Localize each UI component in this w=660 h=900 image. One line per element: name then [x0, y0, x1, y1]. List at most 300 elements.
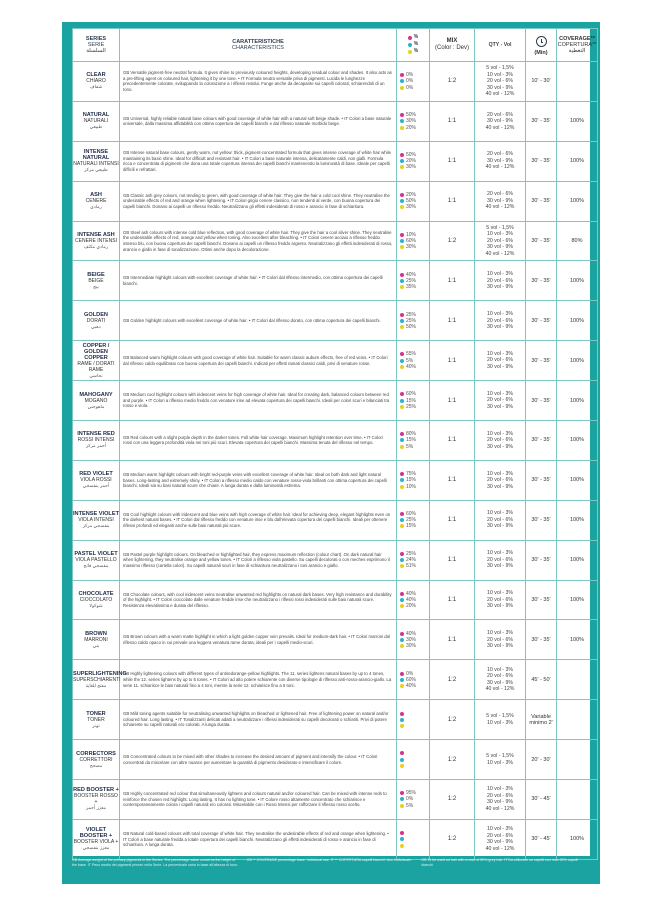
pigment-cell: [397, 221, 430, 261]
series-name: TONER: [86, 710, 106, 717]
developer-volumes: 10 vol - 3% 20 vol - 6% 30 vol - 9%: [475, 341, 526, 381]
mix-ratio: 1:2: [430, 780, 475, 820]
series-description: GB Versatile pigment-free neutral formula. It gives shine to previously coloured heights, developing residual colour and shades. It also acts as a pre-lifting agent on coloured hair, lightening it by one tone. • IT Formula neutra versatile priva di pigmenti. Lucida le lunghezze precedentemente colorate, sviluppando la colorazione a i riflessi residui. Funge anche da decapante sui capelli colorati, schiarendoli di un tono.: [123, 70, 392, 93]
developer-volumes: 5 vol - 1,5% 10 vol - 3%: [475, 700, 526, 740]
cyan-dot-icon: [400, 359, 404, 363]
coverage-value: 100%: [557, 101, 598, 141]
series-name-it: VIOLA PASTELLO: [75, 557, 117, 564]
cyan-percent: 24%: [406, 557, 417, 564]
cyan-dot-icon: [400, 758, 404, 762]
coverage-value: [557, 740, 598, 780]
magenta-percent: 0%: [406, 72, 414, 79]
series-name-it: CENERE: [85, 198, 107, 205]
characteristics-cell: [120, 141, 397, 181]
pigment-cell: [397, 181, 430, 221]
cyan-dot-icon: [400, 678, 404, 682]
pigment-cell: [397, 819, 430, 859]
pigment-cell: [397, 500, 430, 540]
processing-time: 30' - 45': [526, 819, 557, 859]
table-row: [73, 460, 598, 500]
series-name-ar: رمادي مكثف: [83, 244, 109, 249]
table-row: [73, 381, 598, 421]
cyan-dot-icon: [400, 199, 404, 203]
cyan-dot-icon: [400, 598, 404, 602]
series-cell: [73, 261, 120, 301]
series-name-ar: بنفسجي فاتح: [83, 563, 109, 569]
mix-ratio: 1:1: [430, 460, 475, 500]
table-row: [73, 62, 598, 102]
table-row: [73, 540, 598, 580]
magenta-percent: 10%: [406, 231, 417, 238]
pigment-cell: [397, 261, 430, 301]
processing-time: 30' - 35': [526, 101, 557, 141]
yellow-dot-icon: [400, 684, 404, 688]
table-row: [73, 421, 598, 461]
characteristics-cell: [120, 221, 397, 261]
series-name: VIOLET BOOSTER +: [79, 827, 113, 840]
pigment-cell: [397, 740, 430, 780]
coverage-value: 100%: [557, 381, 598, 421]
magenta-percent: 40%: [406, 630, 417, 637]
series-name-ar: نحاسي: [89, 372, 103, 378]
processing-time: 30' - 35': [526, 540, 557, 580]
yellow-percent: 20%: [406, 124, 417, 131]
magenta-percent: 55%: [406, 351, 417, 358]
table-row: [73, 780, 598, 820]
cyan-dot-icon: [400, 518, 404, 522]
processing-time: 30' - 35': [526, 580, 557, 620]
processing-time: 20' - 30': [526, 740, 557, 780]
pigment-cell: [397, 301, 430, 341]
yellow-dot-icon: [400, 764, 404, 768]
cyan-percent: 50%: [406, 198, 417, 205]
series-description: GB Mild toning agents suitable for neutralising unwanted highlights on bleached or lightened hair. Free of lightening power on natural and/or coloured hair. Long lasting. • IT Tonalizzanti delicati adatti a neutralizzare i riflessi indesiderati su capelli decolorati o schiariti. Privi di potere schiarente su capelli naturali e/o colorati. A lunga durata.: [123, 711, 389, 728]
yellow-dot-icon: [400, 485, 404, 489]
series-cell: [73, 341, 120, 381]
developer-volumes: 10 vol - 3% 20 vol - 6% 30 vol - 9%: [475, 580, 526, 620]
cyan-dot-icon: [400, 837, 404, 841]
table-row: [73, 341, 598, 381]
mix-ratio: 1:1: [430, 341, 475, 381]
series-name-it: VIOLA ROSSI: [80, 477, 112, 484]
cyan-dot-icon: [400, 159, 404, 163]
series-name: BEIGE: [87, 271, 105, 278]
cyan-dot-icon: [400, 718, 404, 722]
header-time: (Min): [526, 29, 557, 62]
yellow-percent: 30%: [406, 244, 417, 251]
mix-ratio: 1:2: [430, 740, 475, 780]
series-name-it: VIOLA INTENSI: [78, 517, 114, 524]
series-cell: [73, 660, 127, 700]
series-cell: [73, 181, 120, 221]
series-name-it: CHIARO: [86, 78, 106, 85]
series-description: GB Balanced warm highlight colours with good coverage of white hair. Suitable for warm classic auburn effects, free of red veins. • IT Colori dal riflesso caldo equilibrato con buona copertura dei capelli bianchi. Indicati per effetti ramati classici caldi, privi di venature rosse.: [123, 355, 388, 366]
cyan-percent: 30%: [406, 118, 417, 125]
magenta-dot-icon: [400, 392, 404, 396]
yellow-percent: 40%: [406, 363, 417, 370]
mix-ratio: 1:1: [430, 580, 475, 620]
coverage-value: 100%: [557, 500, 598, 540]
yellow-dot-icon: [400, 86, 404, 90]
magenta-percent: 20%: [406, 191, 417, 198]
magenta-dot-icon: [400, 352, 404, 356]
developer-volumes: 5 vol - 1,5% 10 vol - 3% 20 vol - 6% 30 vol - 9% 40 vol - 12%: [475, 221, 526, 261]
developer-volumes: 10 vol - 3% 20 vol - 6% 30 vol - 9%: [475, 460, 526, 500]
series-name: INTENSE VIOLET: [73, 511, 119, 518]
mix-ratio: 1:1: [430, 620, 475, 660]
characteristics-cell: [120, 620, 397, 660]
magenta-dot-icon: [400, 791, 404, 795]
pigment-cell: [397, 141, 430, 181]
yellow-dot-icon: [400, 165, 404, 169]
yellow-dot-icon: [400, 325, 404, 329]
coverage-value: 100%: [557, 181, 598, 221]
header-pigment-percent: % % %: [397, 29, 430, 62]
pigment-cell: [397, 62, 430, 102]
series-cell: [73, 101, 120, 141]
yellow-dot-icon: [400, 126, 404, 130]
table-row: [73, 101, 598, 141]
mix-ratio: 1:2: [430, 62, 475, 102]
magenta-dot-icon: [400, 233, 404, 237]
cyan-percent: 15%: [406, 477, 417, 484]
series-name-ar: شفاف: [89, 84, 103, 90]
yellow-dot-icon: [400, 564, 404, 568]
magenta-dot-icon: [400, 632, 404, 636]
magenta-dot-icon: [400, 712, 404, 716]
mix-ratio: 1:2: [430, 660, 475, 700]
pigment-cell: [397, 780, 430, 820]
header-series: SERIES SERIE السلسلة: [73, 29, 120, 62]
series-name-ar: بيج: [93, 283, 99, 289]
cyan-dot-icon: [400, 399, 404, 403]
characteristics-cell: [120, 500, 397, 540]
cyan-percent: 20%: [406, 158, 417, 165]
characteristics-cell: [120, 700, 397, 740]
table-row: [73, 141, 598, 181]
cyan-percent: 60%: [406, 238, 417, 244]
series-name-ar: تونر: [92, 722, 100, 728]
table-row: [73, 181, 598, 221]
developer-volumes: 10 vol - 3% 20 vol - 6% 30 vol - 9%: [475, 540, 526, 580]
magenta-dot-icon: [400, 313, 404, 317]
pigment-cell: [397, 101, 430, 141]
developer-volumes: 10 vol - 3% 20 vol - 6% 30 vol - 9%: [475, 500, 526, 540]
table-row: [73, 221, 598, 261]
series-name-it: NATURALI: [83, 118, 109, 125]
characteristics-cell: [120, 780, 397, 820]
processing-time: Variable minimo 2': [526, 700, 557, 740]
cyan-dot-icon: [400, 119, 404, 123]
yellow-dot-icon: [400, 844, 404, 848]
series-name-ar: مفتح للغاية: [85, 682, 107, 688]
series-name-ar: ذهبي: [91, 323, 101, 329]
magenta-percent: 60%: [406, 391, 417, 398]
footnote-pigments: GB Average weight of the primary pigments in the Series. The percentage value concerns the height of the base. IT Peso medio dei pigmenti primari nella Serie. La percentuale varia in base all'altezza di tono.: [72, 858, 238, 867]
characteristics-cell: [120, 62, 397, 102]
cyan-dot-icon: [400, 438, 404, 442]
characteristics-cell: [120, 421, 397, 461]
magenta-percent: 75%: [406, 471, 417, 478]
coverage-value: 80%: [557, 221, 598, 261]
table-row: [73, 819, 598, 859]
characteristics-cell: [120, 460, 397, 500]
series-name-it: BOOSTER VIOLA +: [73, 839, 119, 846]
characteristics-cell: [120, 740, 397, 780]
yellow-percent: 30%: [406, 643, 417, 650]
series-cell: [73, 301, 120, 341]
series-description: GB Intense natural base colours, gently warm, not yellow: thick, pigment-concentrated formula that gives intense coverage of white hair while maintaining its basic shine. Ideal for difficult and resistant hair. • IT Colori a base naturale intensa, delicatamente caldi, non gialli. Formula ricca e concentrata di pigmenti che dona una totale copertura intensa dei capelli bianchi mantenendo la luminosità di base. Ideale per capelli difficili e refrattari.: [123, 150, 391, 172]
series-name-ar: أحمر مركز: [85, 443, 107, 449]
series-name-ar: معزز أحمر: [85, 805, 106, 811]
header-characteristics: CARATTERISTICHE CHARACTERISTICS: [120, 29, 397, 62]
mix-ratio: 1:1: [430, 500, 475, 540]
magenta-percent: 25%: [406, 311, 417, 318]
series-description: GB Cool highlight colours with iridescent and blue veins with high coverage of white hair. Ideal for achieving deep, elegant highlights even on the darkest natural bases. • IT Colori dal riflesso freddo con venature irise e blu dall'elevata copertura dei capelli bianchi. Ideali per ottenere riflessi profondi ed eleganti anche sulle basi naturali più scure.: [123, 511, 391, 529]
cyan-dot-icon: [400, 79, 404, 83]
characteristics-cell: [120, 540, 397, 580]
yellow-dot-icon: [400, 804, 404, 808]
header-coverage: COVERAGE** COPERTURA** التغطية: [557, 29, 598, 62]
series-name: RED VIOLET: [79, 471, 113, 478]
series-name: MAHOGANY: [79, 391, 113, 398]
processing-time: 10' - 30': [526, 62, 557, 102]
series-description: GB Intermediate highlight colours with excellent coverage of white hair. • IT Colori dal riflesso intermedio, con ottima copertura dei capelli bianchi.: [123, 275, 383, 286]
characteristics-cell: [120, 261, 397, 301]
series-name-it: BOOSTER ROSSO +: [74, 793, 118, 806]
cyan-percent: 25%: [406, 277, 417, 284]
series-name: CHOCOLATE: [78, 591, 114, 598]
magenta-dot-icon: [400, 512, 404, 516]
cyan-percent: 0%: [406, 796, 414, 803]
yellow-dot-icon: [400, 285, 404, 289]
pigment-cell: [397, 341, 430, 381]
clock-icon: [536, 36, 547, 47]
coverage-value: 100%: [557, 341, 598, 381]
series-name-it: ROSSI INTENSI: [77, 437, 115, 444]
pigment-cell: [397, 700, 430, 740]
header-mix: MIX (Color : Dev): [430, 29, 475, 62]
developer-volumes: 20 vol - 6% 30 vol - 9% 40 vol - 12%: [475, 181, 526, 221]
series-description: GB Highly lightening colours with different types of antiredorange-yellow highlights. The 11. series lightens natural bases by up to 4 tones, while the 12. series lightens by up to 5 tones. • IT Colori ad alto potere schiarente con diverse tipologie di riflesso anti-rosso-arancio-giallo. La serie 11. schiarisce le basi naturali fino a 4 toni, mentre la serie 12. schiarisce fino a 5 toni.: [123, 671, 392, 688]
yellow-dot-icon: [400, 604, 404, 608]
processing-time: 30' - 35': [526, 500, 557, 540]
coverage-value: [557, 700, 598, 740]
yellow-percent: 0%: [406, 84, 414, 91]
coverage-value: [557, 780, 598, 820]
characteristics-cell: [120, 819, 397, 859]
table-row: [73, 620, 598, 660]
series-description: GB Golden highlight colours with excellent coverage of white hair. • IT Colori dal riflesso dorato, con ottima copertura dei capelli bianchi.: [123, 318, 381, 323]
series-name-ar: ماهوجني: [87, 403, 105, 409]
coverage-value: 100%: [557, 540, 598, 580]
magenta-dot-icon: [400, 552, 404, 556]
series-name-ar: معزز بنفسجي: [82, 845, 110, 851]
table-row: [73, 740, 598, 780]
magenta-percent: 0%: [406, 670, 414, 677]
developer-volumes: 20 vol - 6% 30 vol - 9% 40 vol - 12%: [475, 101, 526, 141]
magenta-dot-icon: [400, 672, 404, 676]
pigment-cell: [397, 421, 430, 461]
series-description: GB Medium warm highlight colours with bright red-purple veins with excellent coverage of white hair. Ideal on both dark and light natural bases. Long-lasting and extremely shiny. • IT Colori a riflesso medio caldo con venature rosso-viola brillanti con ottima copertura dei capelli bianchi. Ideali sia su basi naturali scure che chiare. A lunga durata e dalla luminosità estrema.: [123, 471, 387, 489]
series-name: ASH: [90, 192, 102, 199]
coverage-value: 100%: [557, 141, 598, 181]
mix-ratio: 1:1: [430, 540, 475, 580]
processing-time: 30' - 35': [526, 460, 557, 500]
series-name-ar: بني: [92, 642, 100, 648]
series-description: GB Concentrated colours to be mixed with other shades to increase the desired amount of pigment and intensify the colour. • IT Colori concentrati da miscelare con altre nuance per aumentare la quantità di pigmento desiderato e intensificare il colore.: [123, 754, 378, 765]
developer-volumes: 20 vol - 6% 30 vol - 9% 40 vol - 12%: [475, 141, 526, 181]
mix-ratio: 1:1: [430, 141, 475, 181]
cyan-percent: 30%: [406, 636, 417, 643]
mix-ratio: 1:1: [430, 421, 475, 461]
series-cell: [73, 819, 120, 859]
yellow-dot-icon: [400, 445, 404, 449]
cyan-percent: 0%: [406, 78, 414, 85]
series-name-it: CENERE INTENSI: [75, 238, 117, 244]
yellow-percent: 25%: [406, 403, 417, 410]
coverage-value: 100%: [557, 580, 598, 620]
series-cell: [73, 62, 120, 102]
magenta-percent: 40%: [406, 271, 417, 278]
series-name: CORRECTORS: [76, 750, 116, 757]
processing-time: 30' - 35': [526, 381, 557, 421]
yellow-percent: 51%: [406, 563, 417, 570]
developer-volumes: 10 vol - 3% 20 vol - 6% 30 vol - 9%: [475, 261, 526, 301]
coverage-value: 100%: [557, 261, 598, 301]
cyan-dot-icon: [400, 279, 404, 283]
series-name-ar: طبيعي: [89, 124, 103, 130]
magenta-percent: 50%: [406, 152, 417, 159]
series-name-ar: طبيعي مركز: [84, 167, 108, 173]
mix-ratio: 1:2: [430, 819, 475, 859]
yellow-percent: 5%: [406, 802, 414, 809]
table-row: [73, 500, 598, 540]
magenta-dot-icon: [400, 472, 404, 476]
cyan-percent: 5%: [406, 357, 414, 364]
yellow-dot-icon: [400, 644, 404, 648]
magenta-dot-icon: [400, 153, 404, 157]
cyan-dot-icon: [400, 797, 404, 801]
series-name-it: CORRETTORI: [79, 756, 113, 763]
series-name-it: NATURALI INTENSI: [73, 161, 119, 168]
processing-time: 30' - 35': [526, 181, 557, 221]
footnote-coverage: GB ** COVERAGE percentage base: Individual use. IT ** COPERTURA capelli bianchi: Uso individuale.: [246, 858, 412, 862]
series-cell: [73, 740, 120, 780]
series-name-ar: شوكولا: [89, 603, 103, 609]
magenta-percent: 40%: [406, 590, 417, 597]
series-cell: [73, 500, 120, 540]
coverage-value: [557, 62, 598, 102]
cyan-dot-icon: [400, 478, 404, 482]
series-description: GB Classic ash grey colours, not tending to green, with good coverage of white hair. They give the hair a cold cool shine. They neutralise the undesirable effects of red and orange when lightening. • IT Colori grigio cenere classico, non tendenti al verde, con buona copertura dei capelli bianchi. Donano ai capelli un riflesso freddo. Neutralizzano gli effetti indesiderati di rosso e arancio in fase di schiaritura.: [123, 192, 390, 209]
cyan-dot-icon: [400, 638, 404, 642]
series-name-it: CIOCCOLATO: [79, 597, 113, 604]
chart-sheet-background: [62, 22, 600, 884]
series-description: GB Brown colours with a warm matte highlight in which a light golden copper vein prevails. Ideal for medium-dark hair. • IT Colori marroni dal riflesso caldo opaco in cui prevale una leggera venatura rame dorata, ideali per i capelli medio-scuri.: [123, 634, 390, 645]
coverage-value: 100%: [557, 301, 598, 341]
magenta-dot-icon: [400, 751, 404, 755]
series-name-it: TONER: [87, 716, 105, 723]
table-row: [73, 660, 598, 700]
series-name: SUPERLIGHTENING: [73, 670, 127, 677]
cyan-percent: 25%: [406, 517, 417, 524]
magenta-dot-icon: [408, 36, 412, 40]
characteristics-cell: [120, 301, 397, 341]
cyan-percent: 40%: [406, 597, 417, 604]
processing-time: 30' - 35': [526, 141, 557, 181]
yellow-percent: 50%: [406, 323, 417, 330]
series-name-it: MOGANO: [84, 397, 108, 404]
cyan-percent: 15%: [406, 437, 417, 444]
developer-volumes: 10 vol - 3% 20 vol - 6% 30 vol - 9%: [475, 421, 526, 461]
yellow-dot-icon: [400, 405, 404, 409]
mix-ratio: 1:2: [430, 221, 475, 261]
yellow-percent: 10%: [406, 483, 417, 490]
series-cell: [73, 141, 120, 181]
mix-ratio: 1:1: [430, 301, 475, 341]
yellow-dot-icon: [400, 524, 404, 528]
processing-time: 30' - 45': [526, 780, 557, 820]
magenta-dot-icon: [400, 592, 404, 596]
series-name: INTENSE ASH: [77, 232, 115, 238]
series-name-it: RAME / DORATI RAME: [77, 360, 115, 373]
series-name-it: BEIGE: [88, 277, 104, 284]
processing-time: 30' - 35': [526, 341, 557, 381]
magenta-dot-icon: [400, 432, 404, 436]
yellow-percent: 5%: [406, 443, 414, 450]
magenta-percent: 60%: [406, 511, 417, 518]
table-header-row: [73, 29, 598, 62]
series-name: RED BOOSTER +: [73, 787, 119, 794]
magenta-dot-icon: [400, 831, 404, 835]
magenta-percent: 50%: [406, 112, 417, 119]
yellow-dot-icon: [408, 50, 412, 54]
header-qty: QTY - Vol: [475, 29, 526, 62]
yellow-percent: 40%: [406, 682, 417, 689]
series-cell: [73, 421, 120, 461]
processing-time: 30' - 35': [526, 620, 557, 660]
series-cell: [73, 580, 120, 620]
yellow-dot-icon: [400, 245, 404, 249]
series-description: GB Chocolate colours, with cool iridescent veins neutralise unwanted red highlights on natural dark bases. Very high resistance and durability of the highlight. • IT Colori cioccolato dalle venature fredde irise che neutralizzano i riflessi rossi indesiderati sulle basi naturali scure. Resistenza elevatissima e durata del riflesso.: [123, 591, 392, 608]
series-description: GB Pastel purple highlight colours. On bleached or highlighted hair, they express maximum reflection (colour chart). On dark natural hair when lightening, they neutralise orange and yellow tones. • IT Colori a riflesso viola pastello. Su capelli decolorati o con meches esprimono il massimo riflesso (cartella colori). Su capelli naturali scuri in fase di schiaritura neutralizzano i toni arancio e giallo.: [123, 551, 390, 568]
magenta-percent: 80%: [406, 431, 417, 438]
developer-volumes: 10 vol - 3% 20 vol - 6% 30 vol - 9%: [475, 620, 526, 660]
footnotes: [72, 858, 590, 868]
characteristics-cell: [120, 101, 397, 141]
series-name-it: SUPERSCHIARENTI: [73, 676, 121, 683]
cyan-dot-icon: [408, 43, 412, 47]
developer-volumes: 5 vol - 1,5% 10 vol - 3% 20 vol - 6% 30 vol - 9% 40 vol - 12%: [475, 62, 526, 102]
magenta-dot-icon: [400, 273, 404, 277]
developer-volumes: 10 vol - 3% 20 vol - 6% 30 vol - 9% 40 vol - 12%: [475, 660, 526, 700]
coverage-value: [557, 660, 598, 700]
yellow-dot-icon: [400, 724, 404, 728]
magenta-dot-icon: [400, 193, 404, 197]
coverage-value: 100%: [557, 819, 598, 859]
series-cell: [73, 540, 120, 580]
processing-time: 30' - 35': [526, 261, 557, 301]
cyan-dot-icon: [400, 319, 404, 323]
series-name-ar: بنفسجي مركز: [82, 523, 110, 529]
table-row: [73, 580, 598, 620]
series-description: GB Steel ash colours with intense cold blue reflection, with good coverage of white hair. They give the hair a cool silver shine. They neutralise the undesirable effects of red, orange and yellow when toning. Also excellent after bleaching. • IT Colori cenere acciaio a riflesso freddo intenso blu, con buona copertura dei capelli bianchi. Donano ai capelli un riflesso freddo argento. Neutralizzano gli effetti indesiderati di rosso, arancio e giallo in fase di tonalizzazione. Ottimi anche dopo la decolorazione.: [123, 229, 393, 252]
yellow-percent: 20%: [406, 603, 417, 610]
cyan-percent: 15%: [406, 397, 417, 404]
processing-time: 30' - 35': [526, 421, 557, 461]
series-description: GB Medium cool highlight colours with iridescent veins for high coverage of white hair. Ideal for creating dark, balanced colours between red and purple. • IT Colori a riflesso medio freddo con venature irise ad elevata copertura dei capelli bianchi. Ideali per colori scuri e bilanciati tra rosso e viola.: [123, 392, 390, 409]
